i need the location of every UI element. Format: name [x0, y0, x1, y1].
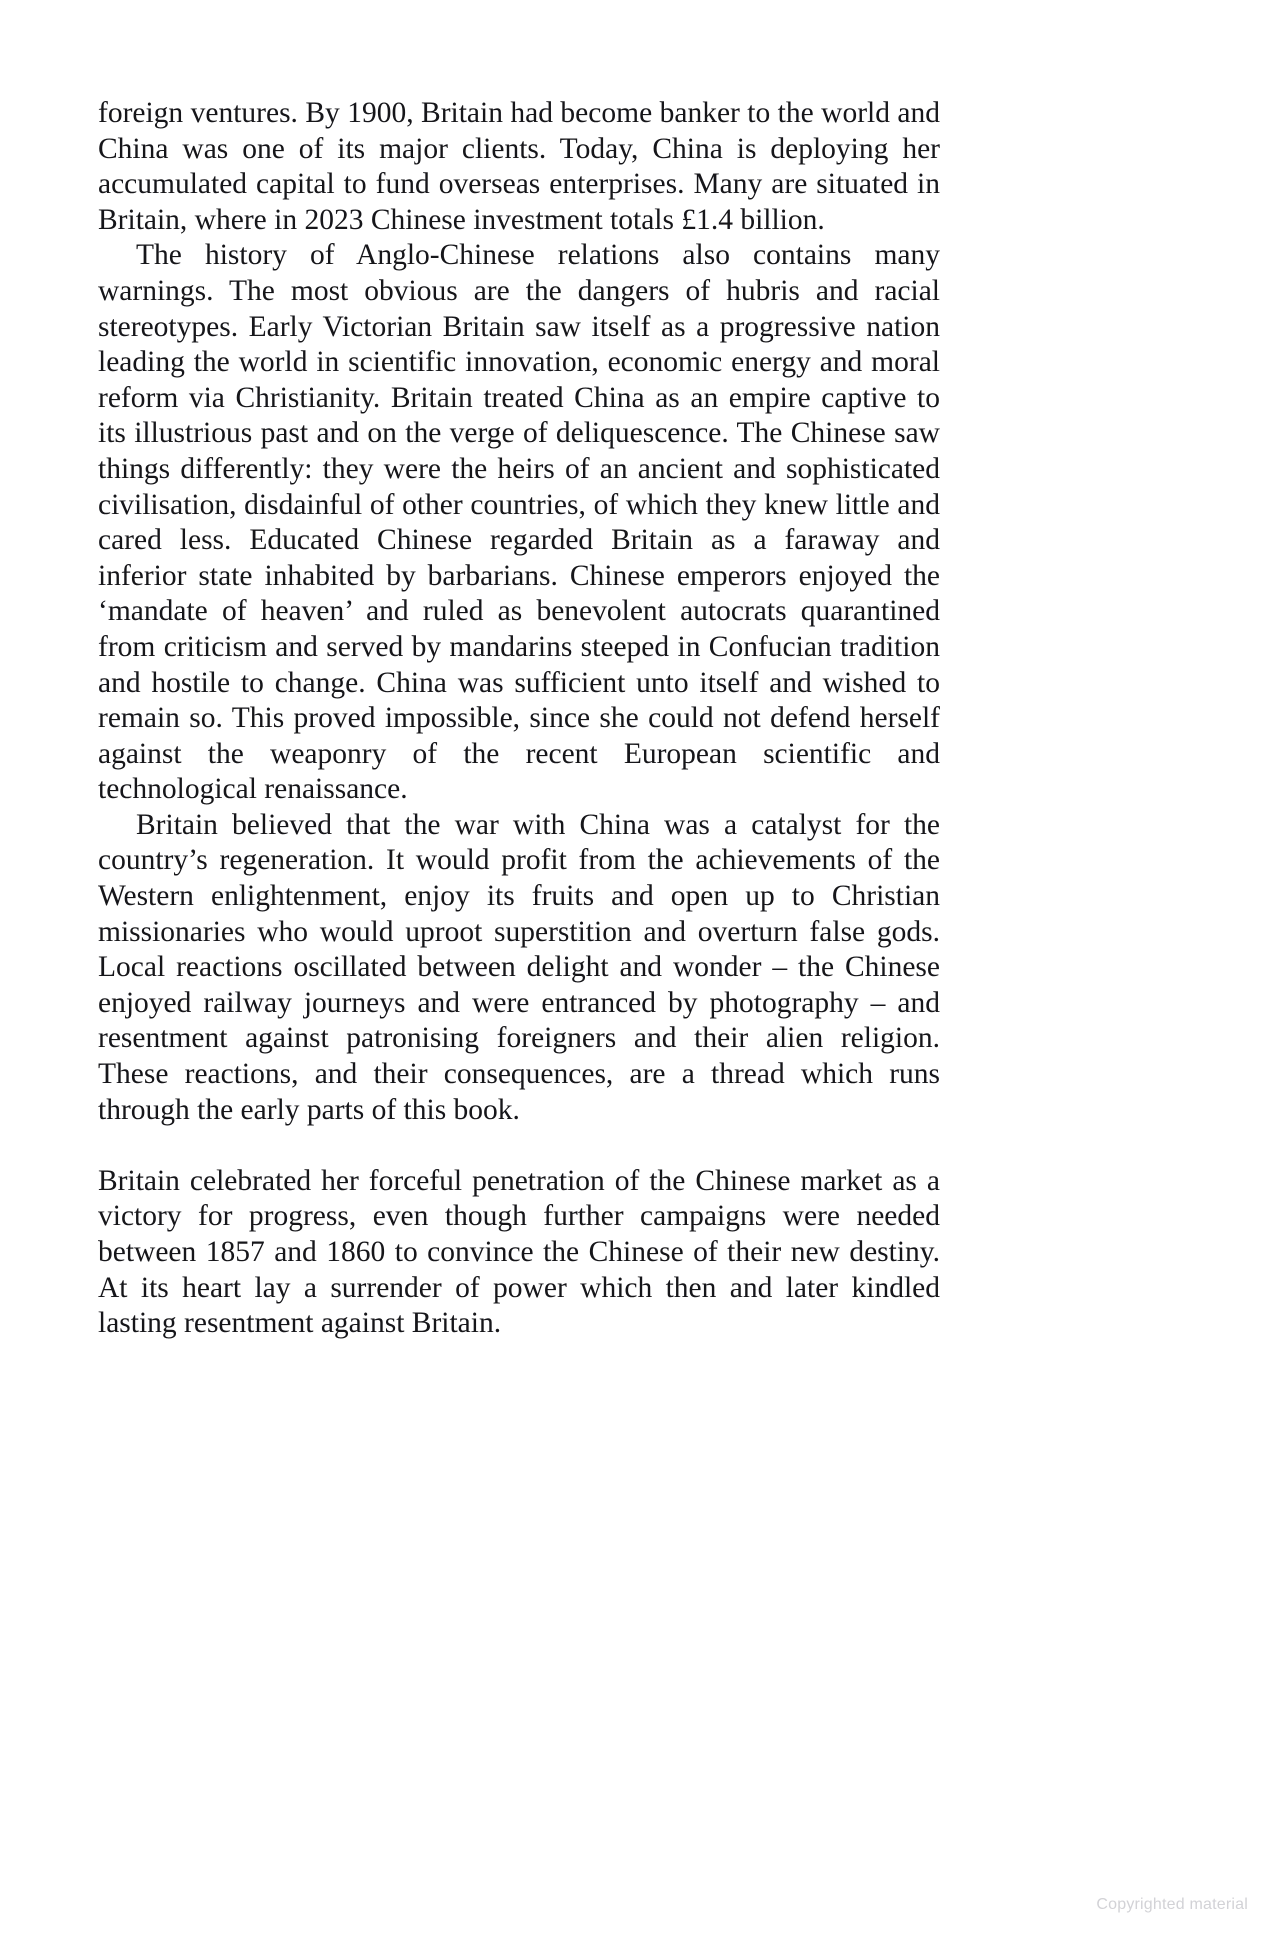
paragraph-catalyst: Britain believed that the war with China was a catalyst for the country’s regeneration. It would profit from the achievements of the Western enlightenment, enjoy its fruits and open up to Christian missionaries who would uproot superstition and overturn false gods. Local reactions oscillated between delight and wonder – the Chinese enjoyed railway journeys and were entranced by photography – and resentment against patronising foreigners and their alien religion. These reactions, and their consequences, are a thread which runs through the early parts of this book. [98, 808, 940, 1126]
copyright-watermark: Copyrighted material [1096, 1896, 1248, 1913]
paragraph-history-warnings: The history of Anglo-Chinese relations also contains many warnings. The most obvious are the dangers of hubris and racial stereotypes. Early Victorian Britain saw itself as a progressive nation leading the world in scientific innovation, economic energy and moral reform via Christianity. Britain treated China as an empire captive to its illustrious past and on the verge of deliquescence. The Chinese saw things differently: they were the heirs of an ancient and sophisticated civilisation, disdainful of other countries, of which they knew little and cared less. Educated Chinese regarded Britain as a faraway and inferior state inhabited by barbarians. Chinese emperors enjoyed the ‘mandate of heaven’ and ruled as benevolent autocrats quarantined from criticism and served by mandarins steeped in Confucian tradition and hostile to change. China was sufficient unto itself and wished to remain so. This proved impossible, since she could not defend herself against the weaponry of the recent European scientific and technological renaissance. [98, 239, 940, 806]
paragraph-penetration: Britain celebrated her forceful penetration of the Chinese market as a victory for progress, even though further campaigns were needed between 1857 and 1860 to convince the Chinese of their new destiny. At its heart lay a surrender of power which then and later kindled lasting resentment against Britain. [98, 1164, 940, 1340]
paragraph-continuation: foreign ventures. By 1900, Britain had become banker to the world and China was one of its major clients. Today, China is deploying her accumulated capital to fund overseas enterprises. Many are situated in Britain, where in 2023 Chinese investment totals £1.4 billion. [98, 97, 940, 236]
text-column [98, 96, 940, 1342]
